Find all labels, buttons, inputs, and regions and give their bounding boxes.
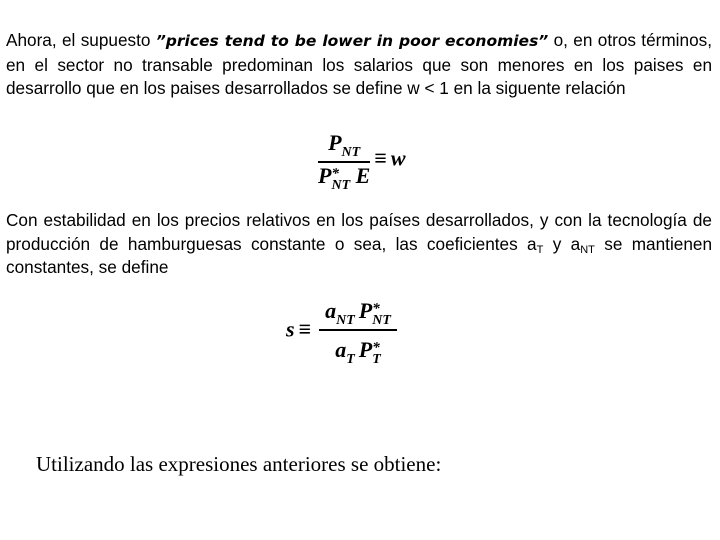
paragraph-1 — [6, 29, 712, 101]
equation-2-relation: ≡ — [298, 316, 312, 342]
quoted-phrase: ”prices tend to be lower in poor economies” — [155, 32, 549, 50]
equation-1-relation: ≡ — [374, 145, 387, 171]
equation-1-numerator: PNT — [328, 130, 361, 160]
paragraph-1-rest: o, en otros términos, en el sector no transable predominan los salarios que son menores en los paises en desarrollo que en los paises desarrollados se define w < 1 en la siguente relación — [6, 30, 712, 98]
closing-sentence: Utilizando las expresiones anteriores se obtiene: — [36, 452, 442, 476]
equation-2-numerator: aNT P * NT — [325, 298, 391, 328]
subscript-t: T — [536, 243, 544, 256]
equation-2-lhs: s — [286, 316, 295, 342]
paragraph-1-intro: Ahora, el supuesto — [6, 30, 156, 50]
equation-1-rhs: w — [390, 145, 406, 171]
equation-1-denominator: P * NT E — [318, 162, 371, 193]
paragraph-2 — [6, 209, 712, 280]
paragraph-2-text-b: y a — [543, 233, 581, 254]
paragraph-2-text-c: se mantienen constantes, se define — [6, 233, 712, 277]
subscript-nt: NT — [580, 243, 595, 256]
equation-2-fraction — [319, 298, 397, 368]
equation-2-denominator: aT P * T — [335, 336, 381, 367]
equation-2 — [286, 298, 397, 368]
equation-1-fraction — [318, 130, 370, 194]
paragraph-2-text-a: Con estabilidad en los precios relativos en los países desarrollados, y con la tecnología de producción de hamburguesas constante o sea, las coeficientes a — [6, 210, 712, 254]
equation-1 — [318, 130, 406, 194]
